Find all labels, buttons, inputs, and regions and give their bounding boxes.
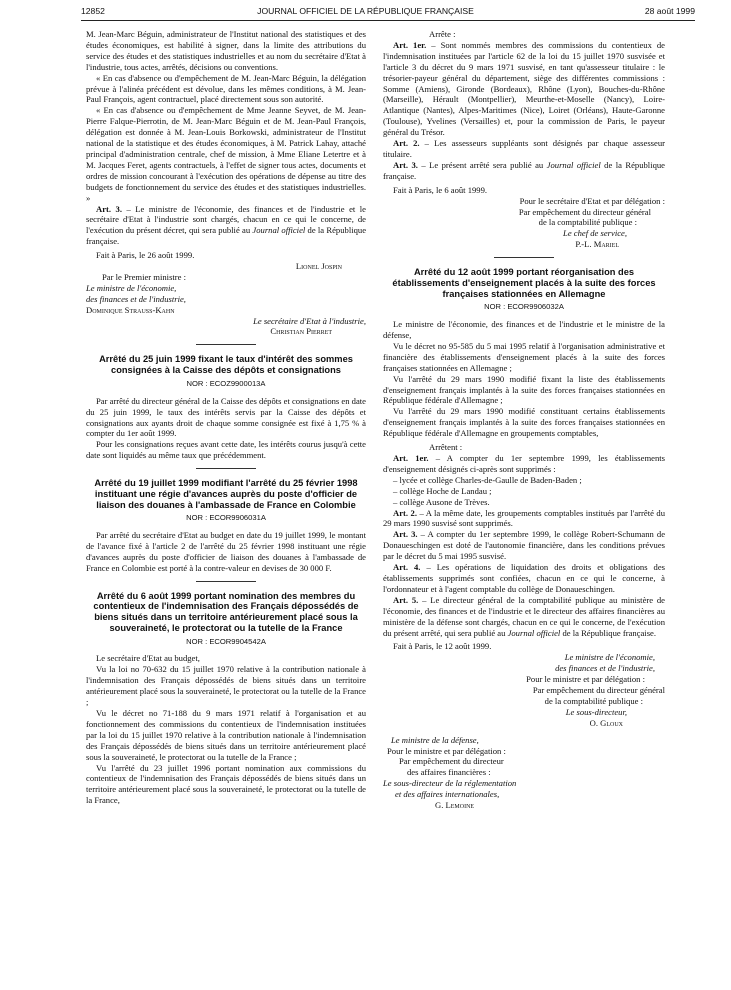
paragraph: Par arrêté du directeur général de la Caisse des dépôts et consignations en date du 25 juin 1999, le taux des intérêts servis par la Caisse des dépôts et consignations aux ayants droit de chaque somme consignée est fixé à 1,75 % à compter du 1er août 1999. xyxy=(86,395,366,439)
list-item: – collège Hoche de Landau ; xyxy=(393,485,492,496)
signature-line: de la comptabilité publique : xyxy=(538,217,637,228)
paragraph: Vu le décret no 71-188 du 9 mars 1971 relatif à l'organisation et au fonctionnement des commissions du contentieux de l'indemnisation instituées par la loi du 15 juillet 1970 relative à la contribution nationale à l'indemnisation des Français dépossédés de biens situés dans un territoire antérieurement placé sous la souveraineté, le protectorat ou la tutelle de la France ; xyxy=(86,708,366,762)
article-label: Art. 3. xyxy=(393,159,418,170)
left-column xyxy=(86,29,366,806)
list-item: – collège Ausone de Trèves. xyxy=(393,496,490,507)
signature-line: de la comptabilité publique : xyxy=(544,695,643,706)
article-2: Art. 2. – A la même date, les groupements comptables institués par l'arrêté du 29 mars 1990 susvisé sont supprimés. xyxy=(383,507,666,529)
signature-name: G. Lemoine xyxy=(435,800,475,811)
signature-line: des affaires financières : xyxy=(407,767,491,778)
paragraph: Le secrétaire d'Etat au budget, xyxy=(96,653,200,664)
signature-line: Le sous-directeur de la réglementation xyxy=(383,778,517,789)
journal-title: JOURNAL OFFICIEL DE LA RÉPUBLIQUE FRANÇAISE xyxy=(257,6,474,16)
paragraph: Vu l'arrêté du 23 juillet 1996 portant nomination aux commissions du contentieux de l'indemnisation des Français dépossédés de biens situés dans un territoire antérieurement placé sous la souveraineté, le protectorat ou la tutelle de la France, xyxy=(86,762,366,806)
arrete-title: Arrêté du 12 août 1999 portant réorganisation des établissements d'enseignement placés à la suite des forces françaises stationnées en Allemagne xyxy=(392,267,656,299)
article-label: Art. 3. xyxy=(96,203,122,214)
signature-name: Lionel Jospin xyxy=(295,261,342,272)
article-1: Art. 1er. – Sont nommés membres des commissions du contentieux de l'indemnisation instituées par l'article 62 de la loi du 15 juillet 1970 susvisée et l'article 3 du décret du 9 mars 1971 susvisé, en tant qu'assesseur titulaire : le trésorier-payeur général du département, siège des différentes commissions : Somme (Amiens), Gironde (Bordeaux), Rhône (Lyon), Bouches-du-Rhône (Marseille), Hérault (Montpellier), Meurthe-et-Moselle (Nancy), Loire-Atlantique (Nantes), Alpes-Maritimes (Nice), Loiret (Orléans), Haute-Garonne (Toulouse), Yvelines (Versailles) et, pour la commission de Paris, le payeur général du Trésor. xyxy=(383,39,665,138)
signature-line: Pour le ministre et par délégation : xyxy=(387,745,506,756)
arrete-title: Arrêté du 6 août 1999 portant nomination des membres du contentieux de l'indemnisation des Français dépossédés de biens situés dans un territoire antérieurement placé sous la souveraineté, le protectorat ou la tutelle de la France xyxy=(93,590,359,633)
page-header xyxy=(0,0,731,28)
section-separator xyxy=(494,257,554,258)
signature-name: Christian Pierret xyxy=(270,326,332,337)
page-number: 12852 xyxy=(81,6,105,16)
fait-a-paris: Fait à Paris, le 26 août 1999. xyxy=(96,250,195,261)
paragraph: Vu le décret no 95-585 du 5 mai 1995 relatif à l'organisation administrative et financière des établissements d'enseignement placés à la suite des forces françaises stationnées en Allemagne ; xyxy=(383,340,665,373)
issue-date: 28 août 1999 xyxy=(644,6,695,16)
paragraph: « En cas d'absence ou d'empêchement de Mme Jeanne Seyvet, de M. Jean-Pierre Falque-Pierrotin, de M. Jean-Marc Béguin et de M. Jean-Paul François, délégation est donnée à M. Jean-Louis Borkowski, administrateur de l'Institut national de la statistique et des études économiques, à M. Patrick Lahay, attaché principal d'administration centrale, chef de mission, à Mme Eliane Letertre et à M. Jacques Feret, agents contractuels, à l'effet de signer tous actes, documents et ordres de mission concourant à l'exécution des opérations de dépense au titre des budgets de fonctionnement du service des études et des statistiques industrielles. » xyxy=(86,105,366,203)
signature-line: et des affaires internationales, xyxy=(395,789,500,800)
section-separator xyxy=(196,581,256,582)
paragraph: Vu l'arrêté du 29 mars 1990 modifié constituant certains établissements d'enseignement français implantés à la suite des forces françaises stationnées en République fédérale d'Allemagne en groupements comptables, xyxy=(383,406,665,439)
section-separator xyxy=(196,468,256,469)
nor-reference: NOR : ECOR9906031A xyxy=(186,513,266,523)
paragraph: Par arrêté du secrétaire d'Etat au budget en date du 19 juillet 1999, le montant de l'avance fixé à l'article 2 de l'arrêté du 25 février 1998 instituant une régie d'avances auprès du poste d'officier de liaison des douanes à l'ambassade de France en Colombie est porté à la contre-valeur en devises de 30 000 F. xyxy=(86,530,366,573)
paragraph: Vu la loi no 70-632 du 15 juillet 1970 relative à la contribution nationale à l'indemnisation des Français dépossédés de biens situés dans un territoire antérieurement placé sous la souveraineté, le protectorat ou la tutelle de la France ; xyxy=(86,664,366,708)
article-3: Art. 3. – Le présent arrêté sera publié au Journal officiel de la République française. xyxy=(383,159,665,181)
arrete-title: Arrêté du 19 juillet 1999 modifiant l'arrêté du 25 février 1998 instituant une régie d'avances auprès du poste d'officier de liaison des douanes à l'ambassade de France en Colombie xyxy=(94,478,358,510)
nor-reference: NOR : ECOZ9900013A xyxy=(186,378,266,388)
section-separator xyxy=(196,344,256,345)
article-label: Art. 1er. xyxy=(393,453,429,464)
signature-line: Le secrétaire d'Etat à l'industrie, xyxy=(253,315,366,326)
article-label: Art. 1er. xyxy=(393,39,427,50)
signature-line: Le chef de service, xyxy=(563,228,627,239)
signature-line: Par le Premier ministre : xyxy=(102,271,187,282)
signature-name: Dominique Strauss-Kahn xyxy=(86,304,175,315)
signature-line: Le ministre de la défense, xyxy=(391,734,479,745)
list-item: – lycée et collège Charles-de-Gaulle de Baden-Baden ; xyxy=(393,474,582,485)
signature-line: Le ministre de l'économie, xyxy=(86,282,177,293)
article-label: Art. 4. xyxy=(393,562,421,573)
article-3: Art. 3. – A compter du 1er septembre 1999, le collège Robert-Schumann de Donaueschingen est doté de l'autonomie financière, dans les conditions prévues par le décret du 5 mai 1995 susvisé. xyxy=(383,529,666,562)
paragraph: Le ministre de l'économie, des finances et de l'industrie et le ministre de la défense, xyxy=(383,319,665,341)
signature-line: Par empêchement du directeur xyxy=(399,756,504,767)
article-2: Art. 2. – Les assesseurs suppléants sont désignés par chaque assesseur titulaire. xyxy=(383,138,665,159)
signature-line: Pour le secrétaire d'Etat et par délégation : xyxy=(519,195,665,206)
article-4: Art. 4. – Les opérations de liquidation des droits et obligations des établissements supprimés sont confiées, chacun en ce qui le concerne, à l'ordonnateur et à l'agent comptable du collège de Donaueschingen. xyxy=(383,562,666,594)
paragraph: M. Jean-Marc Béguin, administrateur de l'Institut national des statistiques et des études économiques, est habilité à signer, dans la limite des attributions du service des études et des statistiques industrielles et au nom du secrétaire d'Etat à l'industrie, tous actes, arrêtés, décisions ou conventions. xyxy=(86,29,366,72)
article-label: Art. 5. xyxy=(393,594,419,605)
signature-line: Le ministre de l'économie, xyxy=(564,652,655,663)
paragraph: « En cas d'absence ou d'empêchement de M. Jean-Marc Béguin, la délégation prévue à l'alinéa précédent est dévolue, dans les mêmes conditions, à M. Jean-Paul François, agent contractuel, placé directement sous son autorité. xyxy=(86,72,366,105)
article-3: Art. 3. – Le ministre de l'économie, des finances et de l'industrie et le secrétaire d'Etat à l'industrie sont chargés, chacun en ce qui le concerne, de l'exécution du présent décret, qui sera publié au Journal officiel de la République française. xyxy=(86,203,367,247)
nor-reference: NOR : ECOR9904542A xyxy=(186,636,266,646)
arrete-heading: Arrête : xyxy=(429,29,456,39)
signature-line: Pour le ministre et par délégation : xyxy=(526,674,645,685)
arrete-title: Arrêté du 25 juin 1999 fixant le taux d'intérêt des sommes consignées à la Caisse des dépôts et consignations xyxy=(99,354,353,376)
article-5: Art. 5. – Le directeur général de la comptabilité publique au ministère de l'économie, des finances et de l'industrie et le directeur des affaires financières au ministère de la défense sont chargés, chacun en ce qui le concerne, de l'exécution du présent arrêté, qui sera publié au Journal officiel de la République française. xyxy=(383,594,665,638)
signature-line: Par empêchement du directeur général xyxy=(518,206,651,217)
fait-a-paris: Fait à Paris, le 6 août 1999. xyxy=(393,184,488,195)
signature-name: P.-L. Mariel xyxy=(575,239,619,250)
header-rule xyxy=(81,20,695,21)
article-label: Art. 2. xyxy=(393,507,417,518)
paragraph: Pour les consignations reçues avant cette date, les intérêts courus jusqu'à cette date sont liquidés au même taux que précédemment. xyxy=(86,439,366,461)
arretent-heading: Arrêtent : xyxy=(429,442,463,453)
signature-name: O. Gloux xyxy=(589,717,623,728)
article-label: Art. 3. xyxy=(393,529,418,540)
signature-line: des finances et de l'industrie, xyxy=(555,663,655,674)
signature-line: Par empêchement du directeur général xyxy=(532,685,665,696)
paragraph: Vu l'arrêté du 29 mars 1990 modifié fixant la liste des établissements d'enseignement français implantés à la suite des forces françaises stationnées en République fédérale d'Allemagne ; xyxy=(383,373,665,406)
nor-reference: NOR : ECOR9906032A xyxy=(484,302,564,312)
article-label: Art. 2. xyxy=(393,138,420,149)
right-column xyxy=(383,29,665,811)
article-1: Art. 1er. – A compter du 1er septembre 1999, les établissements d'enseignement désignés ci-après sont supprimés : xyxy=(383,453,665,474)
signature-line: Le sous-directeur, xyxy=(565,706,627,717)
signature-line: des finances et de l'industrie, xyxy=(86,293,186,304)
fait-a-paris: Fait à Paris, le 12 août 1999. xyxy=(393,641,492,652)
